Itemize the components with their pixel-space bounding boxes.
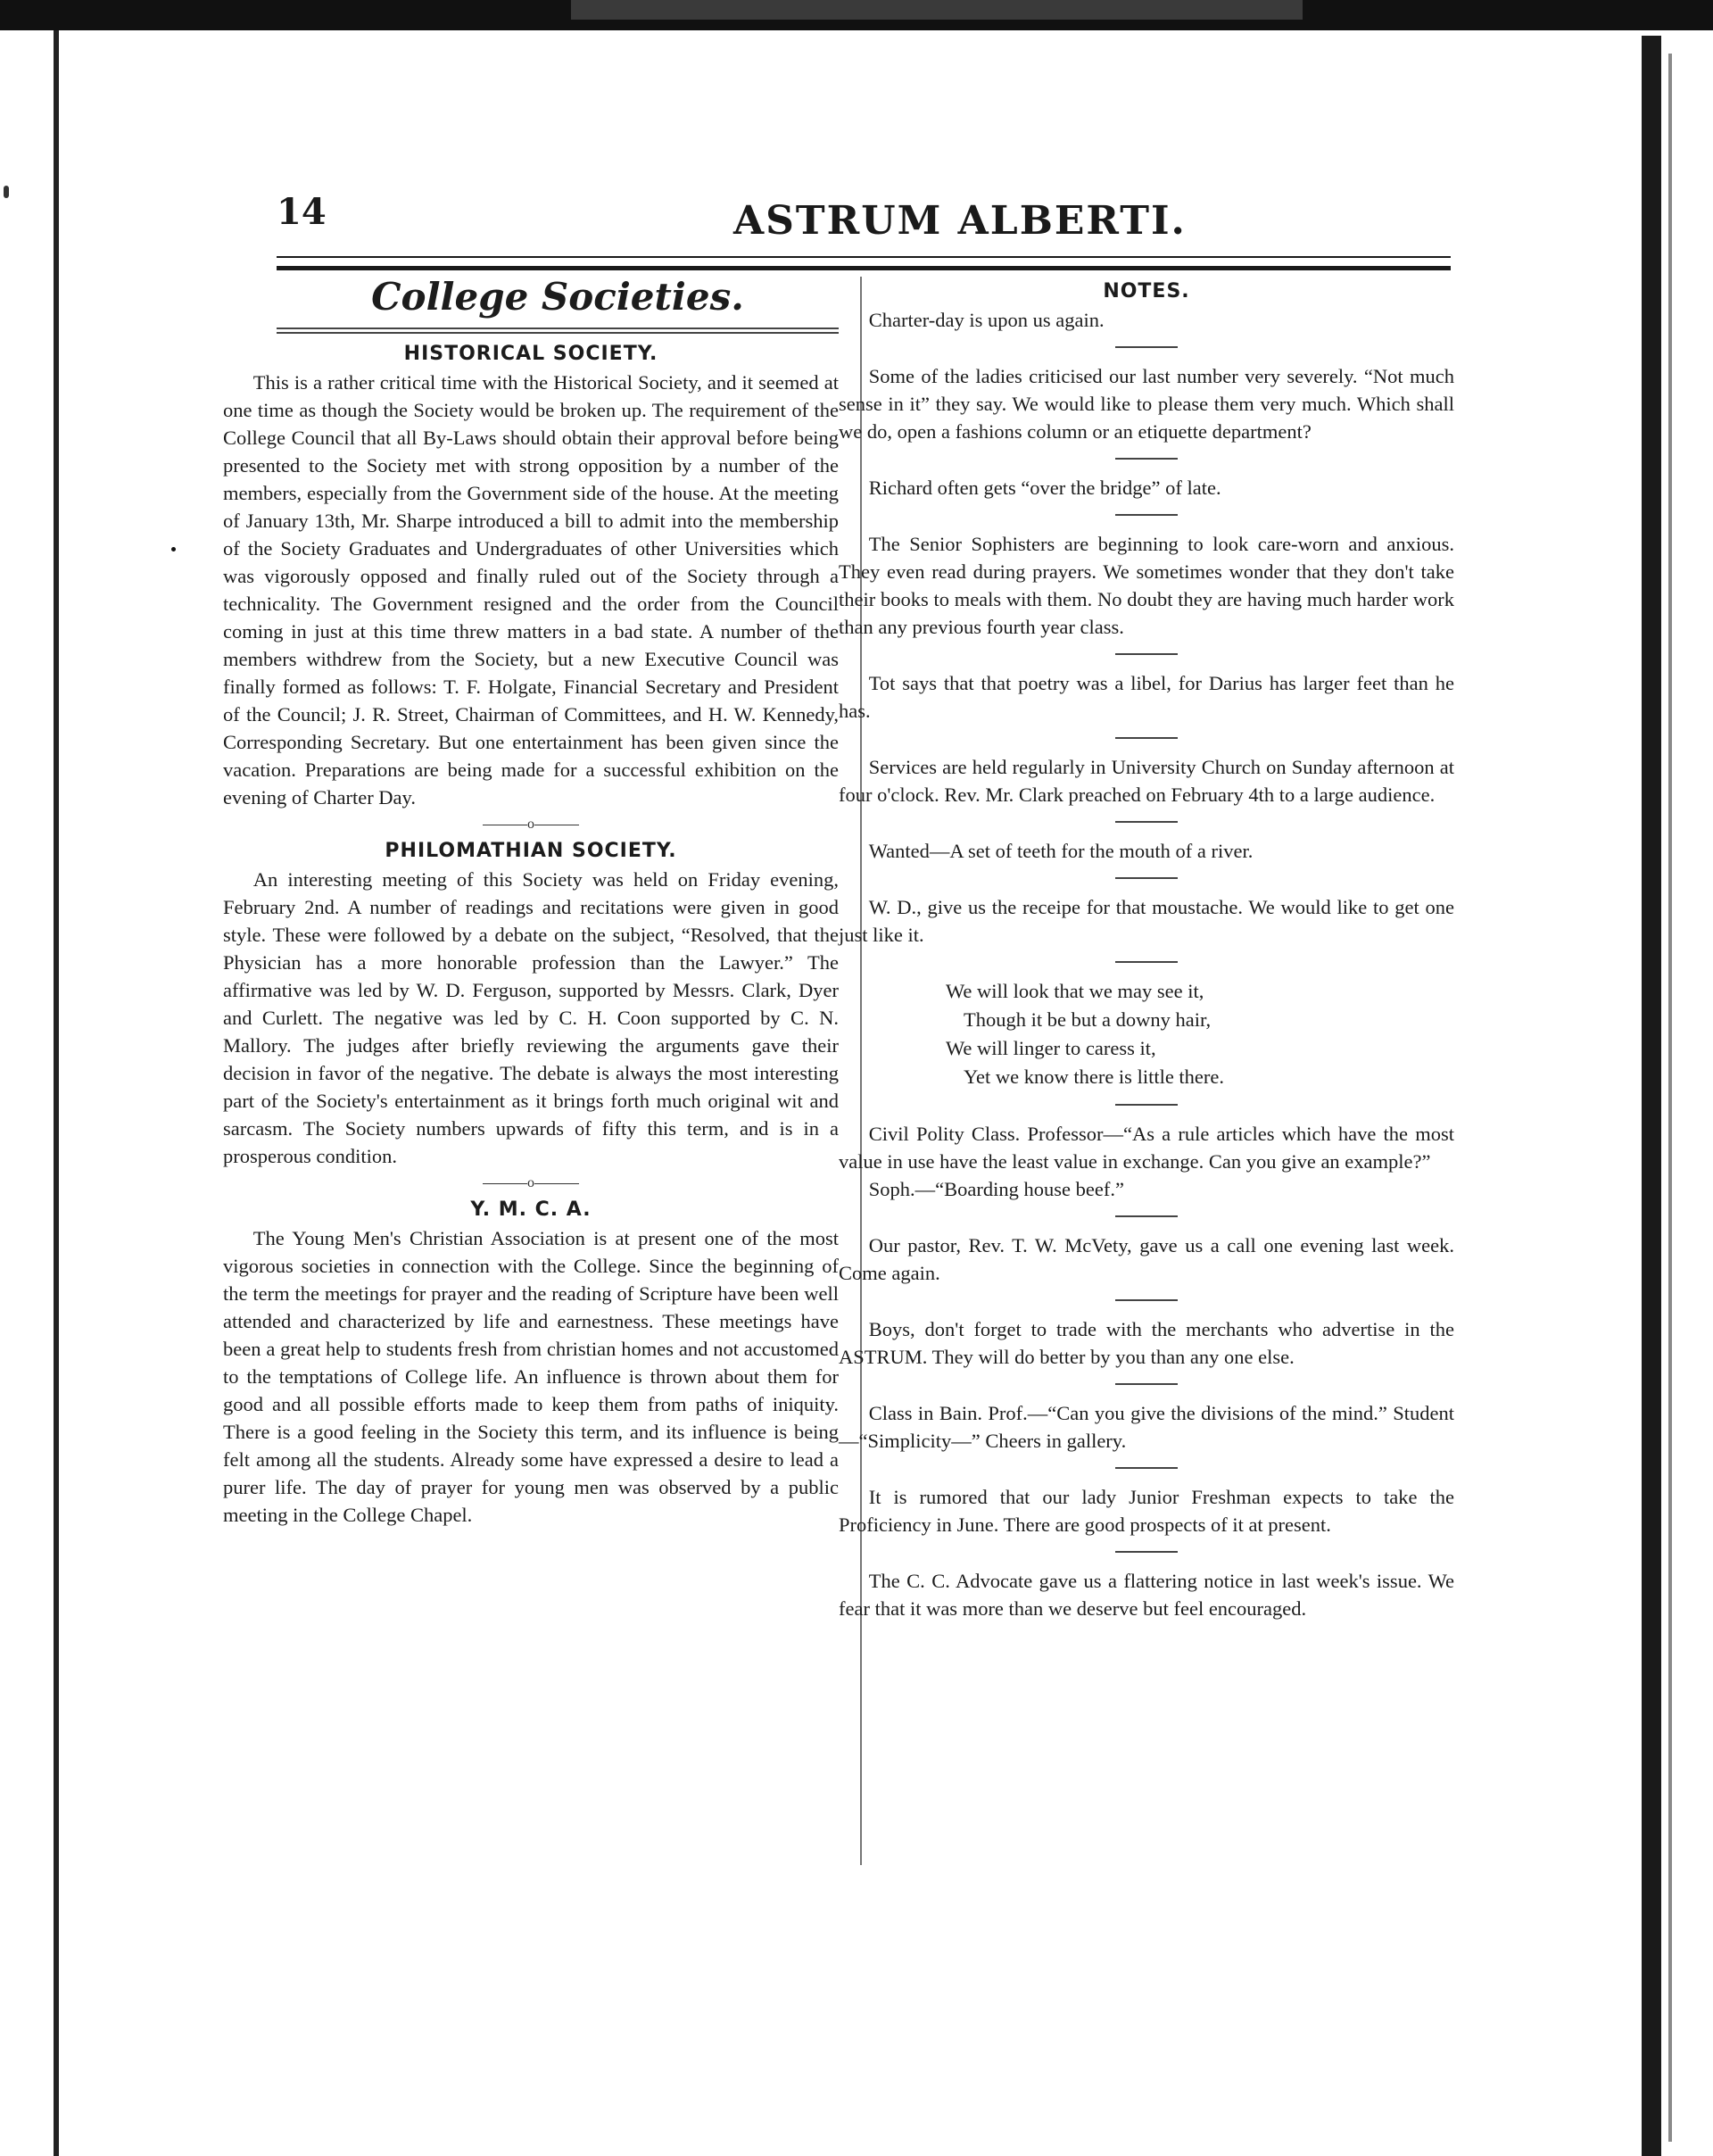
philomathian-society-heading: PHILOMATHIAN SOCIETY.	[385, 840, 677, 862]
note-divider	[1115, 653, 1178, 655]
note-divider	[1115, 1383, 1178, 1385]
book-spine-edge	[1668, 54, 1672, 2142]
page-number: 14	[277, 191, 327, 233]
left-column	[223, 268, 839, 1529]
note-item: The Senior Sophisters are beginning to look care-worn and anxious. They even read during prayers. We sometimes wonder that they don't take their books to meals with them. No doubt they are having much harder work than any previous fourth year class.	[839, 533, 1454, 638]
note-divider	[1115, 1299, 1178, 1301]
note-item: Tot says that that poetry was a libel, for Darius has larger feet than he has.	[839, 672, 1454, 722]
note-item: Wanted—A set of teeth for the mouth of a river.	[868, 840, 1254, 862]
section-title-rule	[277, 328, 839, 334]
notes-heading: NOTES.	[1103, 280, 1190, 303]
running-title: ASTRUM ALBERTI.	[733, 198, 1187, 244]
note-item: It is rumored that our lady Junior Freshman expects to take the Proficiency in June. There are good prospects of it at present.	[839, 1486, 1454, 1536]
note-item: The C. C. Advocate gave us a flattering notice in last week's issue. We fear that it was more than we deserve but feel encouraged.	[839, 1570, 1454, 1620]
margin-mark	[4, 186, 9, 198]
note-item: Some of the ladies criticised our last number very severely. “Not much sense in it” they say. We would like to please them very much. Which shall we do, open a fashions column or an etiquette department?	[839, 365, 1454, 443]
section-title: College Societies.	[371, 275, 744, 319]
book-spine-shadow	[1642, 36, 1661, 2156]
philomathian-society-text: An interesting meeting of this Society was held on Friday evening, February 2nd. A number of readings and recitations were given in good style. These were followed by a debate on the subject, “Resolved, that the Physician has a more honorable profession than the Lawyer.” The affirmative was led by W. D. Ferguson, supported by Messrs. Clark, Dyer and Curlett. The negative was led by C. H. Coon supported by C. N. Mallory. The judges after briefly reviewing the arguments gave their decision in favor of the negative. The debate is always the most interesting part of the Society's entertainment as it brings forth much original wit and sarcasm. The Society numbers upwards of fifty this term, and is in a prosperous condition.	[223, 868, 839, 1167]
note-divider	[1115, 1467, 1178, 1469]
note-item: Class in Bain. Prof.—“Can you give the divisions of the mind.” Student—“Simplicity—” Cheers in gallery.	[839, 1402, 1454, 1452]
note-item: Charter-day is upon us again.	[868, 309, 1105, 331]
page-left-edge	[54, 30, 59, 2156]
margin-dot	[171, 547, 176, 551]
section-separator: o	[223, 1175, 839, 1191]
note-divider	[1115, 346, 1178, 348]
note-divider	[1115, 1551, 1178, 1553]
note-item: Boys, don't forget to trade with the merchants who advertise in the ASTRUM. They will do better by you than any one else.	[839, 1318, 1454, 1368]
note-divider	[1115, 961, 1178, 963]
poem-line: We will look that we may see it,	[946, 980, 1204, 1002]
civil-polity-answer: Soph.—“Boarding house beef.”	[868, 1178, 1124, 1200]
section-separator: o	[223, 817, 839, 833]
note-divider	[1115, 514, 1178, 516]
note-item: W. D., give us the receipe for that moustache. We would like to get one just like it.	[839, 896, 1454, 946]
historical-society-text: This is a rather critical time with the Historical Society, and it seemed at one time as though the Society would be broken up. The requirement of the College Council that all By-Laws should obtain their approval before being presented to the Society met with strong opposition by a number of the members, especially from the Government side of the house. At the meeting of January 13th, Mr. Sharpe introduced a bill to admit into the membership of the Society Graduates and Undergraduates of other Universities which was vigorously opposed and finally ruled out of the Society through a technicality. The Government resigned and the order from the Council coming in just at this time threw matters in a bad state. A number of the members withdrew from the Society, but a new Executive Council was finally formed as follows: T. F. Holgate, Financial Secretary and President of the Council; J. R. Street, Chairman of Committees, and H. W. Kennedy, Corresponding Secretary. But one entertainment has been given since the vacation. Preparations are being made for a successful exhibition on the evening of Charter Day.	[223, 371, 839, 808]
poem-line: Though it be but a downy hair,	[964, 1008, 1212, 1031]
ymca-text: The Young Men's Christian Association is at present one of the most vigorous societies in connection with the College. Since the beginning of the term the meetings for prayer and the reading of Scripture have been well attended and characterized by life and earnestness. These meetings have been a great help to students fresh from christian homes and not accustomed to the temptations of College life. An influence is thrown about them for good and all possible efforts made to keep them from paths of iniquity. There is a good feeling in the Society this term, and its influence is being felt among all the students. Already some have expressed a desire to lead a purer life. The day of prayer for young men was observed by a public meeting in the College Chapel.	[223, 1227, 839, 1526]
note-divider	[1115, 877, 1178, 879]
note-divider	[1115, 821, 1178, 823]
note-divider	[1115, 458, 1178, 460]
note-item: Services are held regularly in University Church on Sunday afternoon at four o'clock. Rev. Mr. Clark preached on February 4th to a large audience.	[839, 756, 1454, 806]
note-divider	[1115, 1215, 1178, 1217]
poem-line: We will linger to caress it,	[946, 1037, 1156, 1059]
note-divider	[1115, 737, 1178, 739]
right-column	[839, 268, 1454, 1622]
note-divider	[1115, 1104, 1178, 1106]
scan-border-top	[0, 0, 1713, 30]
note-item: Richard often gets “over the bridge” of late.	[868, 477, 1221, 499]
scan-border-gap	[571, 0, 1303, 20]
poem-line: Yet we know there is little there.	[964, 1066, 1225, 1088]
ymca-heading: Y. M. C. A.	[470, 1198, 592, 1221]
header-rule-thin	[277, 256, 1451, 258]
note-item: Our pastor, Rev. T. W. McVety, gave us a call one evening last week. Come again.	[839, 1234, 1454, 1284]
civil-polity-question: Civil Polity Class. Professor—“As a rule articles which have the most value in use have the least value in exchange. Can you give an example?”	[839, 1123, 1454, 1173]
historical-society-heading: HISTORICAL SOCIETY.	[403, 343, 658, 365]
poem	[946, 977, 1454, 1091]
